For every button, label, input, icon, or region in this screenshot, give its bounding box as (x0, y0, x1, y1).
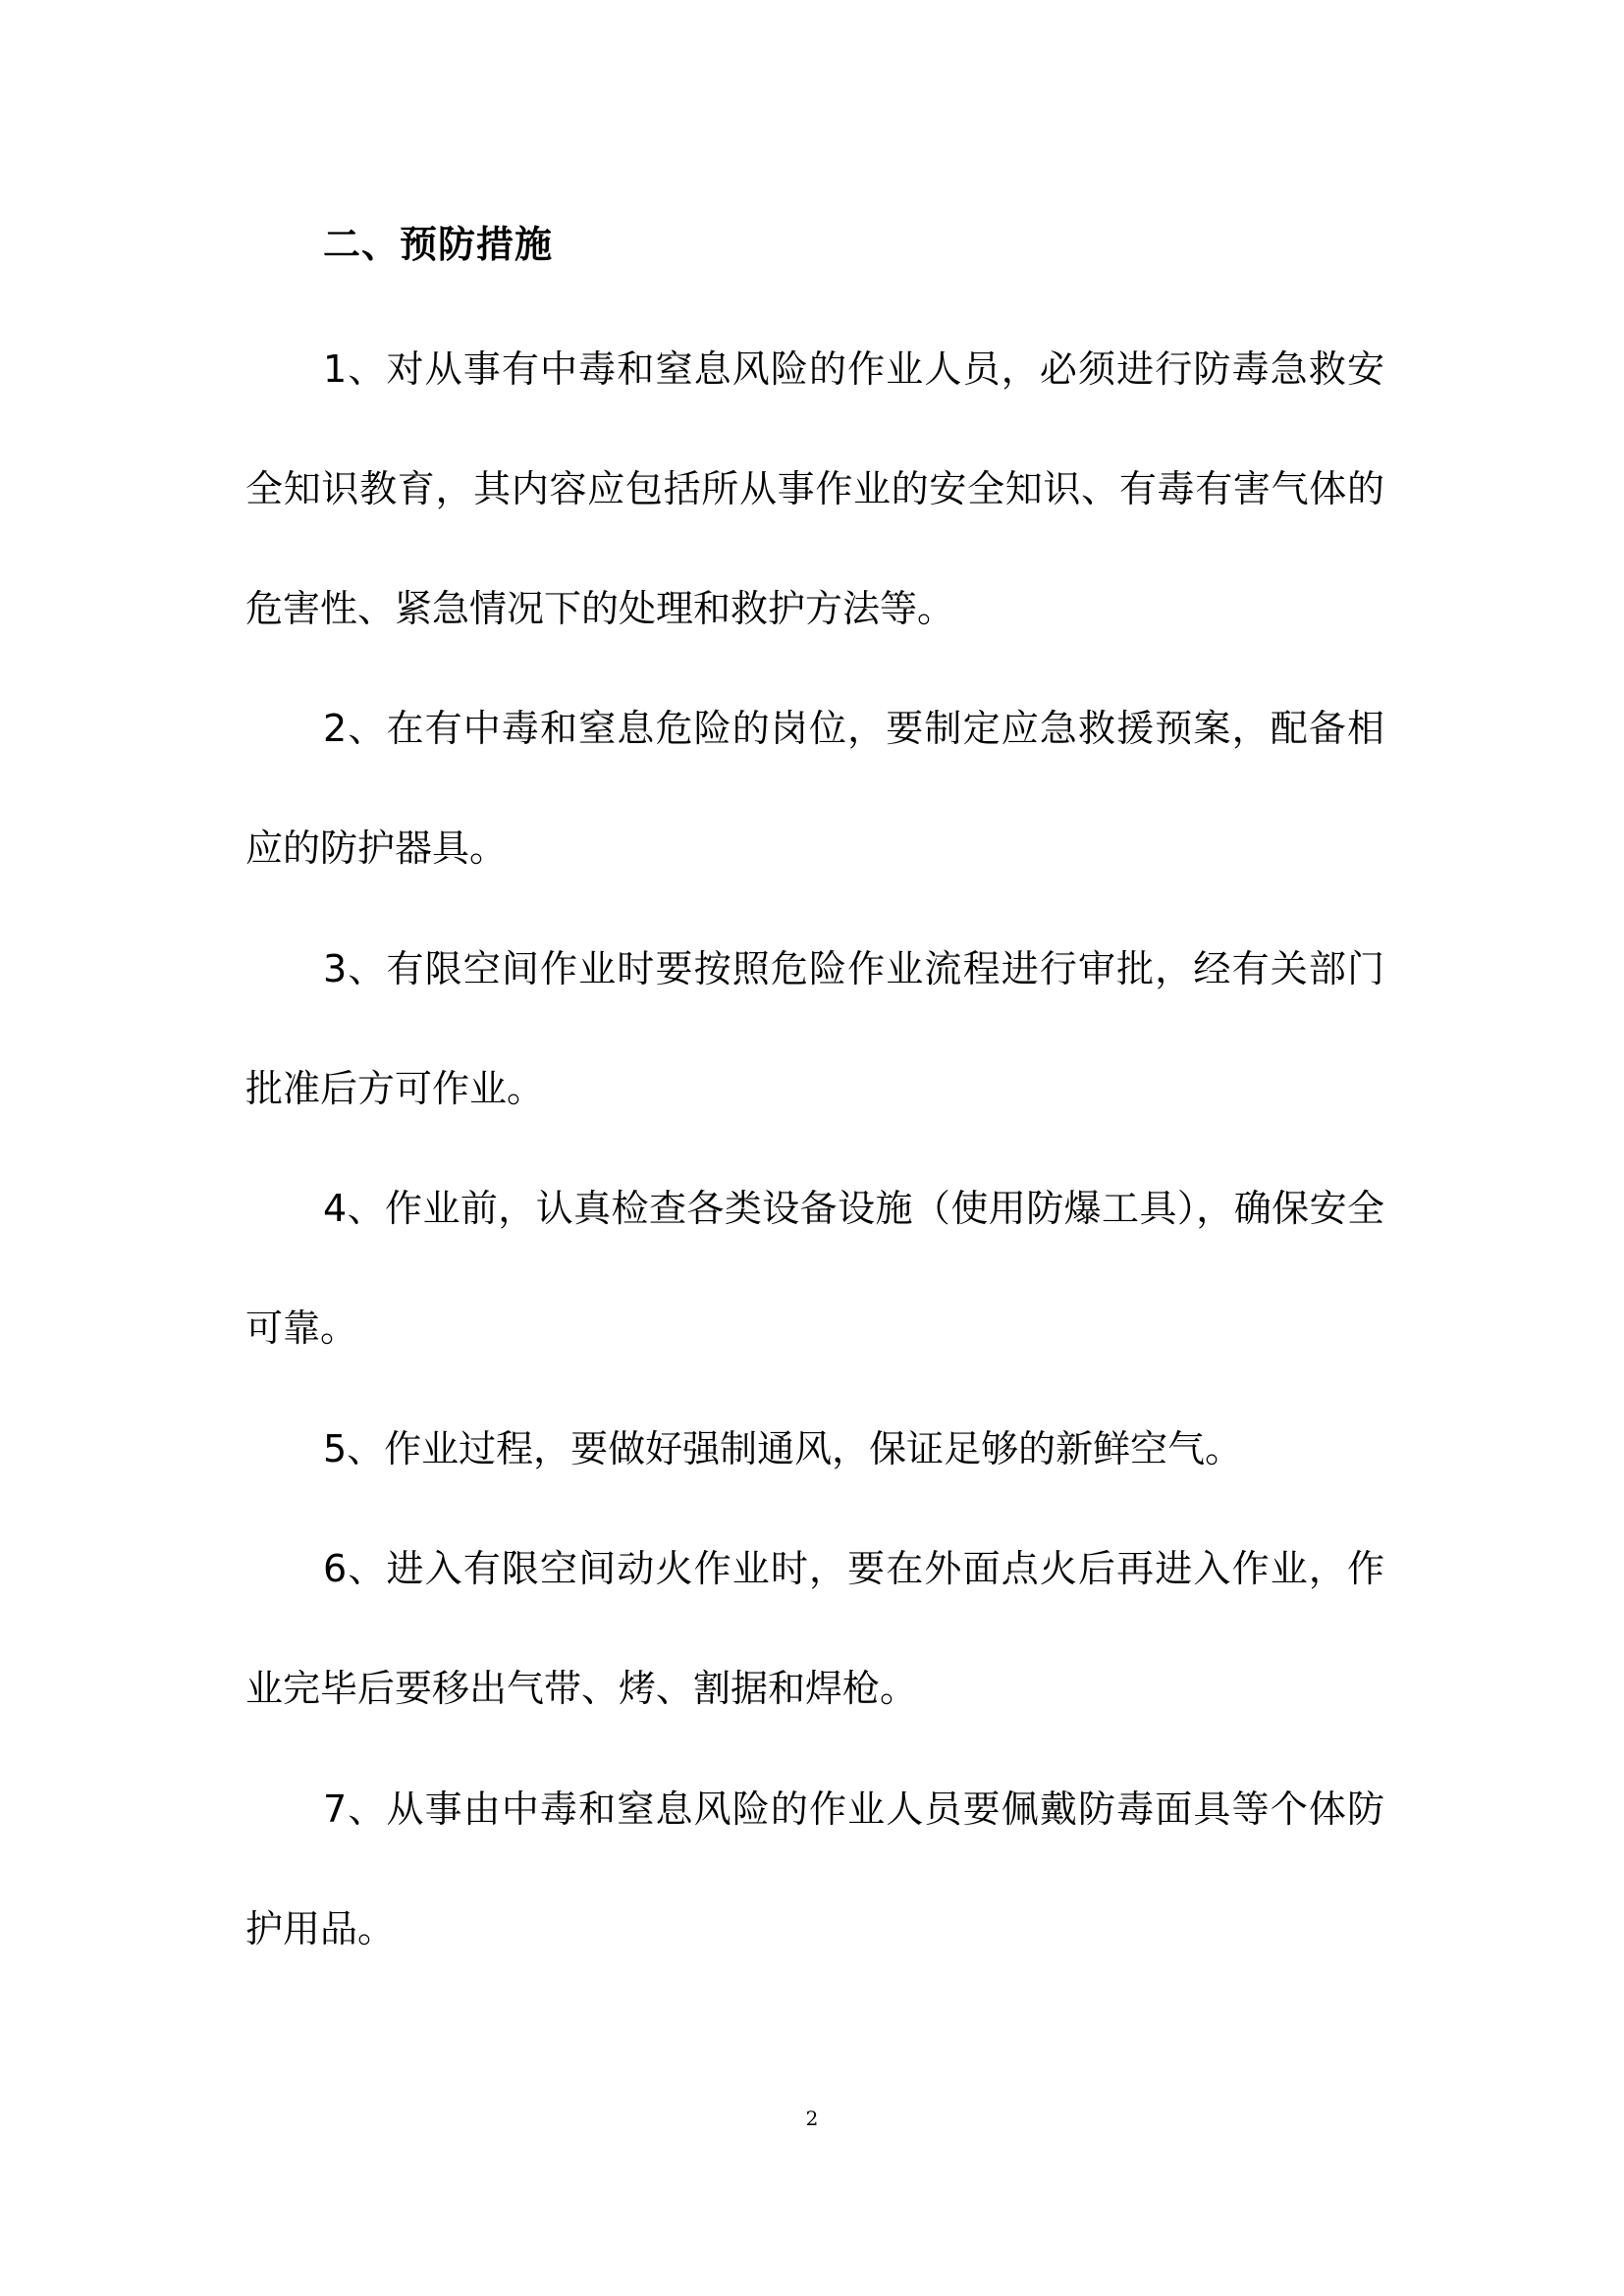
page-number: 2 (805, 2107, 819, 2130)
paragraph-1: 1、对从事有中毒和窒息风险的作业人员，必须进行防毒急救安全知识教育，其内容应包括所从事作业的安全知识、有毒有害气体的危害性、紧急情况下的处理和救护方法等。 (245, 347, 1384, 630)
paragraph-4: 4、作业前，认真检查各类设备设施（使用防爆工具），确保安全可靠。 (245, 1187, 1384, 1350)
section-heading: 二、预防措施 (323, 223, 554, 266)
paragraph-6: 6、进入有限空间动火作业时，要在外面点火后再进入作业，作业完毕后要移出气带、烤、割据和焊枪。 (245, 1547, 1384, 1710)
paragraph-2: 2、在有中毒和窒息危险的岗位，要制定应急救援预案，配备相应的防护器具。 (245, 707, 1384, 870)
paragraph-5: 5、作业过程，要做好强制通风，保证足够的新鲜空气。 (323, 1427, 1243, 1470)
paragraph-3: 3、有限空间作业时要按照危险作业流程进行审批，经有关部门批准后方可作业。 (245, 947, 1384, 1110)
paragraph-7: 7、从事由中毒和窒息风险的作业人员要佩戴防毒面具等个体防护用品。 (245, 1788, 1384, 1950)
